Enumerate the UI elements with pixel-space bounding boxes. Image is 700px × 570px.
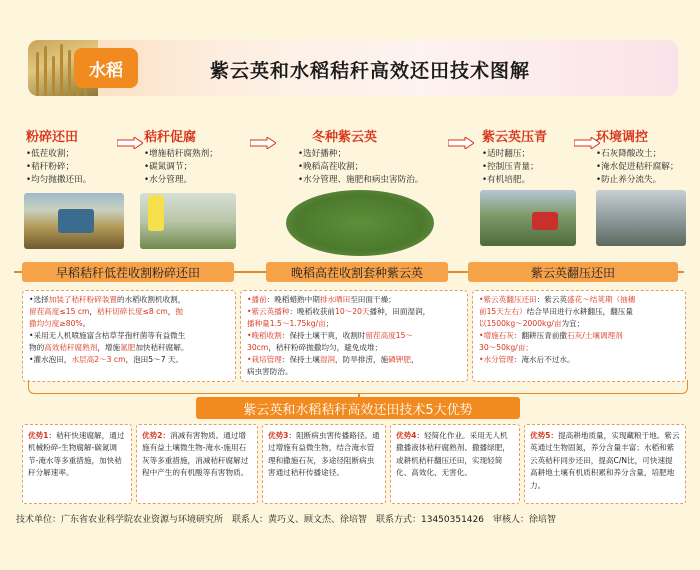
- step-bullets: •石灰降酸改土； •淹水促进秸秆腐解； •防止养分流失。: [596, 149, 679, 185]
- stage-milk-vetch: 紫云英翻压还田: [468, 262, 678, 282]
- category-tab: 水稻: [74, 48, 138, 88]
- stage-late-rice: 晚稻高茬收割套种紫云英: [266, 262, 448, 282]
- step-title: 粉碎还田: [26, 130, 79, 145]
- bracket-connector: [28, 380, 688, 394]
- arrow-right-icon: [448, 137, 474, 149]
- tractor-photo: [480, 190, 576, 246]
- detail-late-rice: •播前：晚稻蜡熟中期排水晒田至田面干燥； •紫云英播种：晚稻收获前10～20天播种，田面湿润， 播种量1.5～1.75kg/亩； •晚稻收割：保持土壤干爽，收割时留茬高度15～ 30cm，秸秆粉碎抛撒均匀，避免成堆； •栽培管理：保持土壤湿润，防旱排涝，施磷钾肥， 病虫害防治。: [240, 290, 468, 382]
- step-bullets: •增施秸秆腐熟剂； •碳氮调节； •水分管理。: [144, 149, 218, 185]
- step-title: 秸秆促腐: [144, 130, 197, 145]
- drone-spray-photo: [140, 193, 236, 249]
- detail-early-rice: •选择加装了秸秆粉碎装置的水稻收割机收割， 留茬高度≤15 cm，秸秆切碎长度≤8 cm，抛 撒均匀度≥80%。 •采用无人机喷施富含枯草芽孢杆菌等有益微生 物的高效秸秆腐熟剂，增施氮肥加快秸秆腐解。 •灌水泡田，水层高2～3 cm，泡田5～7 天。: [22, 290, 236, 382]
- step-milk-vetch: [298, 126, 423, 187]
- step-bullets: •适时翻压； •控制压青量； •有机培肥。: [482, 149, 539, 185]
- arrow-right-icon: [250, 137, 276, 149]
- advantage-5: 优势5：提高耕地质量，实现藏粮于地。紫云英通过生物固氮，养分含量丰富；水稻和紫云英秸秆同步还田，提高C/N比，可快速提高耕地土壤有机质积累和养分含量，培肥地力。: [524, 424, 686, 504]
- step-decompose: [144, 126, 218, 187]
- harvester-photo: [24, 193, 124, 249]
- advantage-2: 优势2：消减有害物质。通过增施有益土壤微生物-淹水-施用石灰等多重措施，消减秸秆腐解过程中产生的有机酸等有害物质。: [136, 424, 258, 504]
- stage-early-rice: 早稻秸秆低茬收割粉碎还田: [22, 262, 234, 282]
- step-environment: [596, 126, 678, 187]
- advantage-3: 优势3：阻断病虫害传播路径。通过增施有益微生物，结合淹水管理和撒施石灰，多途径阻断病虫害通过秸秆传播途径。: [262, 424, 386, 504]
- header: [0, 38, 700, 98]
- flooded-field-photo: [596, 190, 686, 246]
- arrow-right-icon: [117, 137, 143, 149]
- step-title: 紫云英压青: [482, 130, 548, 145]
- milk-vetch-field-photo: [286, 190, 434, 256]
- step-crush: [26, 126, 91, 187]
- page-title: 紫云英和水稻秸秆高效还田技术图解: [210, 60, 531, 82]
- advantage-1: 优势1：秸秆快速腐解，通过机械粉碎-生物腐解-碳氮调节-淹水等多重措施，加快秸秆分解速率。: [22, 424, 132, 504]
- step-green-manure: [482, 126, 547, 187]
- advantages-title: 紫云英和水稻秸秆高效还田技术5大优势: [196, 397, 520, 419]
- advantage-4: 优势4：轻简化作业。采用无人机撒播液体秸秆腐熟剂、撒播绿肥，或耕机秸秆翻压还田，实现轻简化、高效化、无害化。: [390, 424, 520, 504]
- footer-contact: 技术单位：广东省农业科学院农业资源与环境研究所 联系人：黄巧义、顾文杰、徐培智 联系方式：13450351426 审核人：徐培智: [16, 515, 556, 525]
- step-title: 环境调控: [596, 130, 649, 145]
- step-bullets: •选好播种； •晚稻高茬收割； •水分管理、施肥和病虫害防治。: [298, 149, 424, 185]
- step-title: 冬种紫云英: [312, 130, 378, 145]
- detail-milk-vetch: •紫云英翻压还田：紫云英盛花～结荚期（抽穗 前15天左右）结合旱田进行水耕翻压，翻压量 以1500kg～2000kg/亩为宜； •增施石灰：翻耕压青前撒石灰/土壤调理剂 30～50kg/亩； •水分管理：淹水后不过水。: [472, 290, 686, 382]
- step-bullets: •低茬收割； •秸秆粉碎； •均匀抛撒还田。: [26, 149, 92, 185]
